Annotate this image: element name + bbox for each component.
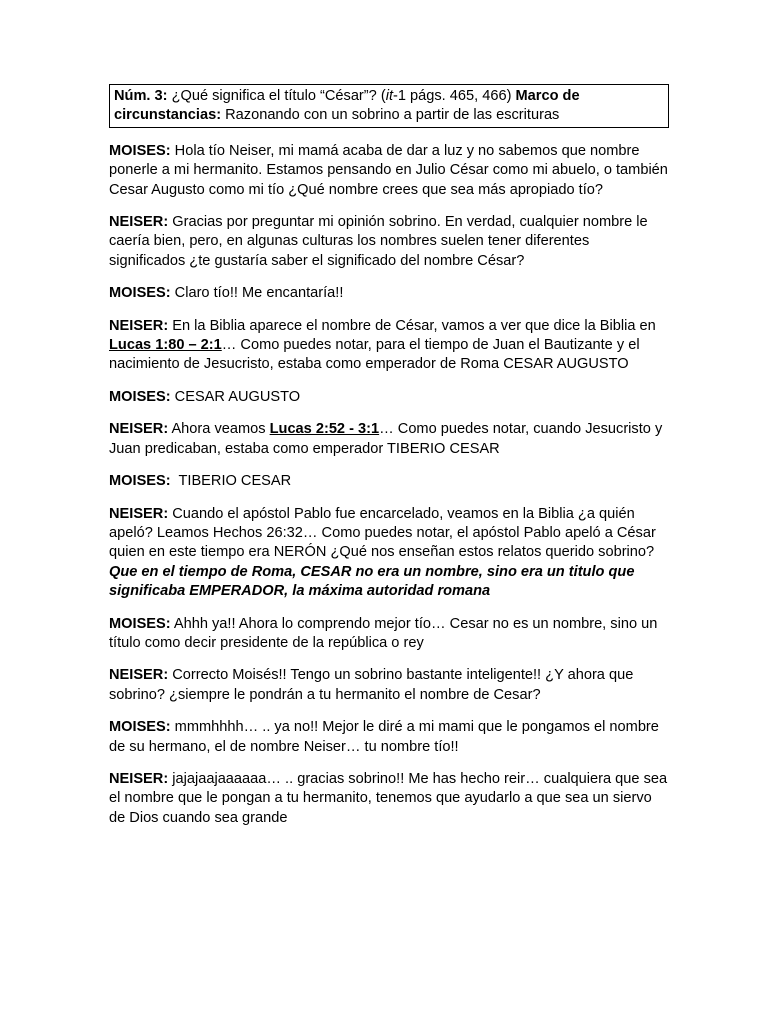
dialogue-text: Cuando el apóstol Pablo fue encarcelado, veamos en la Biblia ¿a quién apeló? Leamos Hechos 26:32… Como puedes notar, el apóstol Pablo apeló a César quien en este tiempo era NERÓN ¿Qué nos enseñan estos relatos querido sobrino? <box>109 505 656 561</box>
dialogue-line <box>109 472 669 491</box>
dialogue-text: Claro tío!! Me encantaría!! <box>170 285 344 302</box>
dialogue-text: Correcto Moisés!! Tengo un sobrino bastante inteligente!! ¿Y ahora que sobrino? ¿siempre le pondrán a tu hermanito el nombre de Cesar? <box>109 667 634 703</box>
dialogue-line <box>109 505 669 602</box>
speaker-label: NEISER: <box>109 214 169 231</box>
header-question-pre: ¿Qué significa el título “César”? ( <box>167 88 386 104</box>
dialogue-line <box>109 388 669 407</box>
dialogue-line <box>109 284 669 303</box>
dialogue-line <box>109 420 669 459</box>
dialogue-text: Ahora veamos <box>168 421 270 438</box>
dialogue-line <box>109 615 669 654</box>
speaker-label: MOISES: <box>109 615 171 632</box>
scripture-reference: Lucas 2:52 - 3:1 <box>269 421 380 438</box>
speaker-label: NEISER: <box>109 667 169 684</box>
dialogue-line <box>109 142 669 200</box>
speaker-label: MOISES: <box>109 142 171 159</box>
speaker-label: NEISER: <box>109 317 169 334</box>
dialogue-text: Hola tío Neiser, mi mamá acaba de dar a luz y no sabemos que nombre ponerle a mi hermanito. Estamos pensando en Julio César como mi abuelo, o también Cesar Augusto como mi tío ¿Qué nombre crees que sea más apropiado tío? <box>109 142 668 198</box>
speaker-label: MOISES: <box>109 719 171 736</box>
speaker-label: NEISER: <box>109 421 169 438</box>
dialogue-text: Ahhh ya!! Ahora lo comprendo mejor tío… Cesar no es un nombre, sino un título como decir presidente de la república o rey <box>109 615 658 651</box>
speaker-label: MOISES: <box>109 388 171 405</box>
emphasized-conclusion: Que en el tiempo de Roma, CESAR no era un nombre, sino era un titulo que significaba EMPERADOR, la máxima autoridad romana <box>109 563 635 600</box>
document-page <box>109 84 669 841</box>
dialogue-line <box>109 718 669 757</box>
header-num-label: Núm. 3: <box>114 88 168 104</box>
dialogue-line <box>109 770 669 828</box>
dialogue-text: jajajaajaaaaaa… .. gracias sobrino!! Me has hecho reir… cualquiera que sea el nombre que le pongan a tu hermanito, tenemos que ayudarlo a que sea un siervo de Dios cuando sea grande <box>109 770 668 826</box>
header-it-label: it <box>385 88 393 104</box>
speaker-label: NEISER: <box>109 505 169 522</box>
header-marco-label: Marco de circunstancias: <box>114 88 580 124</box>
header-box <box>109 84 669 128</box>
dialogue-text: En la Biblia aparece el nombre de César, vamos a ver que dice la Biblia en <box>168 317 656 334</box>
header-question-post: -1 págs. 465, 466) <box>393 88 516 104</box>
dialogue-text: … Como puedes notar, para el tiempo de Juan el Bautizante y el nacimiento de Jesucristo, estaba como emperador de Roma CESAR AUGUSTO <box>109 337 640 373</box>
speaker-label: MOISES: <box>109 473 171 490</box>
dialogue-text: TIBERIO CESAR <box>170 473 292 490</box>
dialogue-text: mmmhhhh… .. ya no!! Mejor le diré a mi mami que le pongamos el nombre de su hermano, el de nombre Neiser… tu nombre tío!! <box>109 719 659 755</box>
scripture-reference: Lucas 1:80 – 2:1 <box>109 337 222 354</box>
dialogue-text: CESAR AUGUSTO <box>170 388 301 405</box>
header-marco-text: Razonando con un sobrino a partir de las escrituras <box>221 107 560 124</box>
dialogue-text: … Como puedes notar, cuando Jesucristo y Juan predicaban, estaba como emperador TIBERIO CESAR <box>109 421 663 457</box>
speaker-label: MOISES: <box>109 285 171 302</box>
dialogue-line <box>109 666 669 705</box>
dialogue-line <box>109 213 669 271</box>
speaker-label: NEISER: <box>109 770 169 787</box>
dialogue-line <box>109 317 669 375</box>
dialogue-text: Gracias por preguntar mi opinión sobrino. En verdad, cualquier nombre le caería bien, pero, en algunas culturas los nombres suelen tener diferentes significados ¿te gustaría saber el significado del nombre César? <box>109 214 648 269</box>
